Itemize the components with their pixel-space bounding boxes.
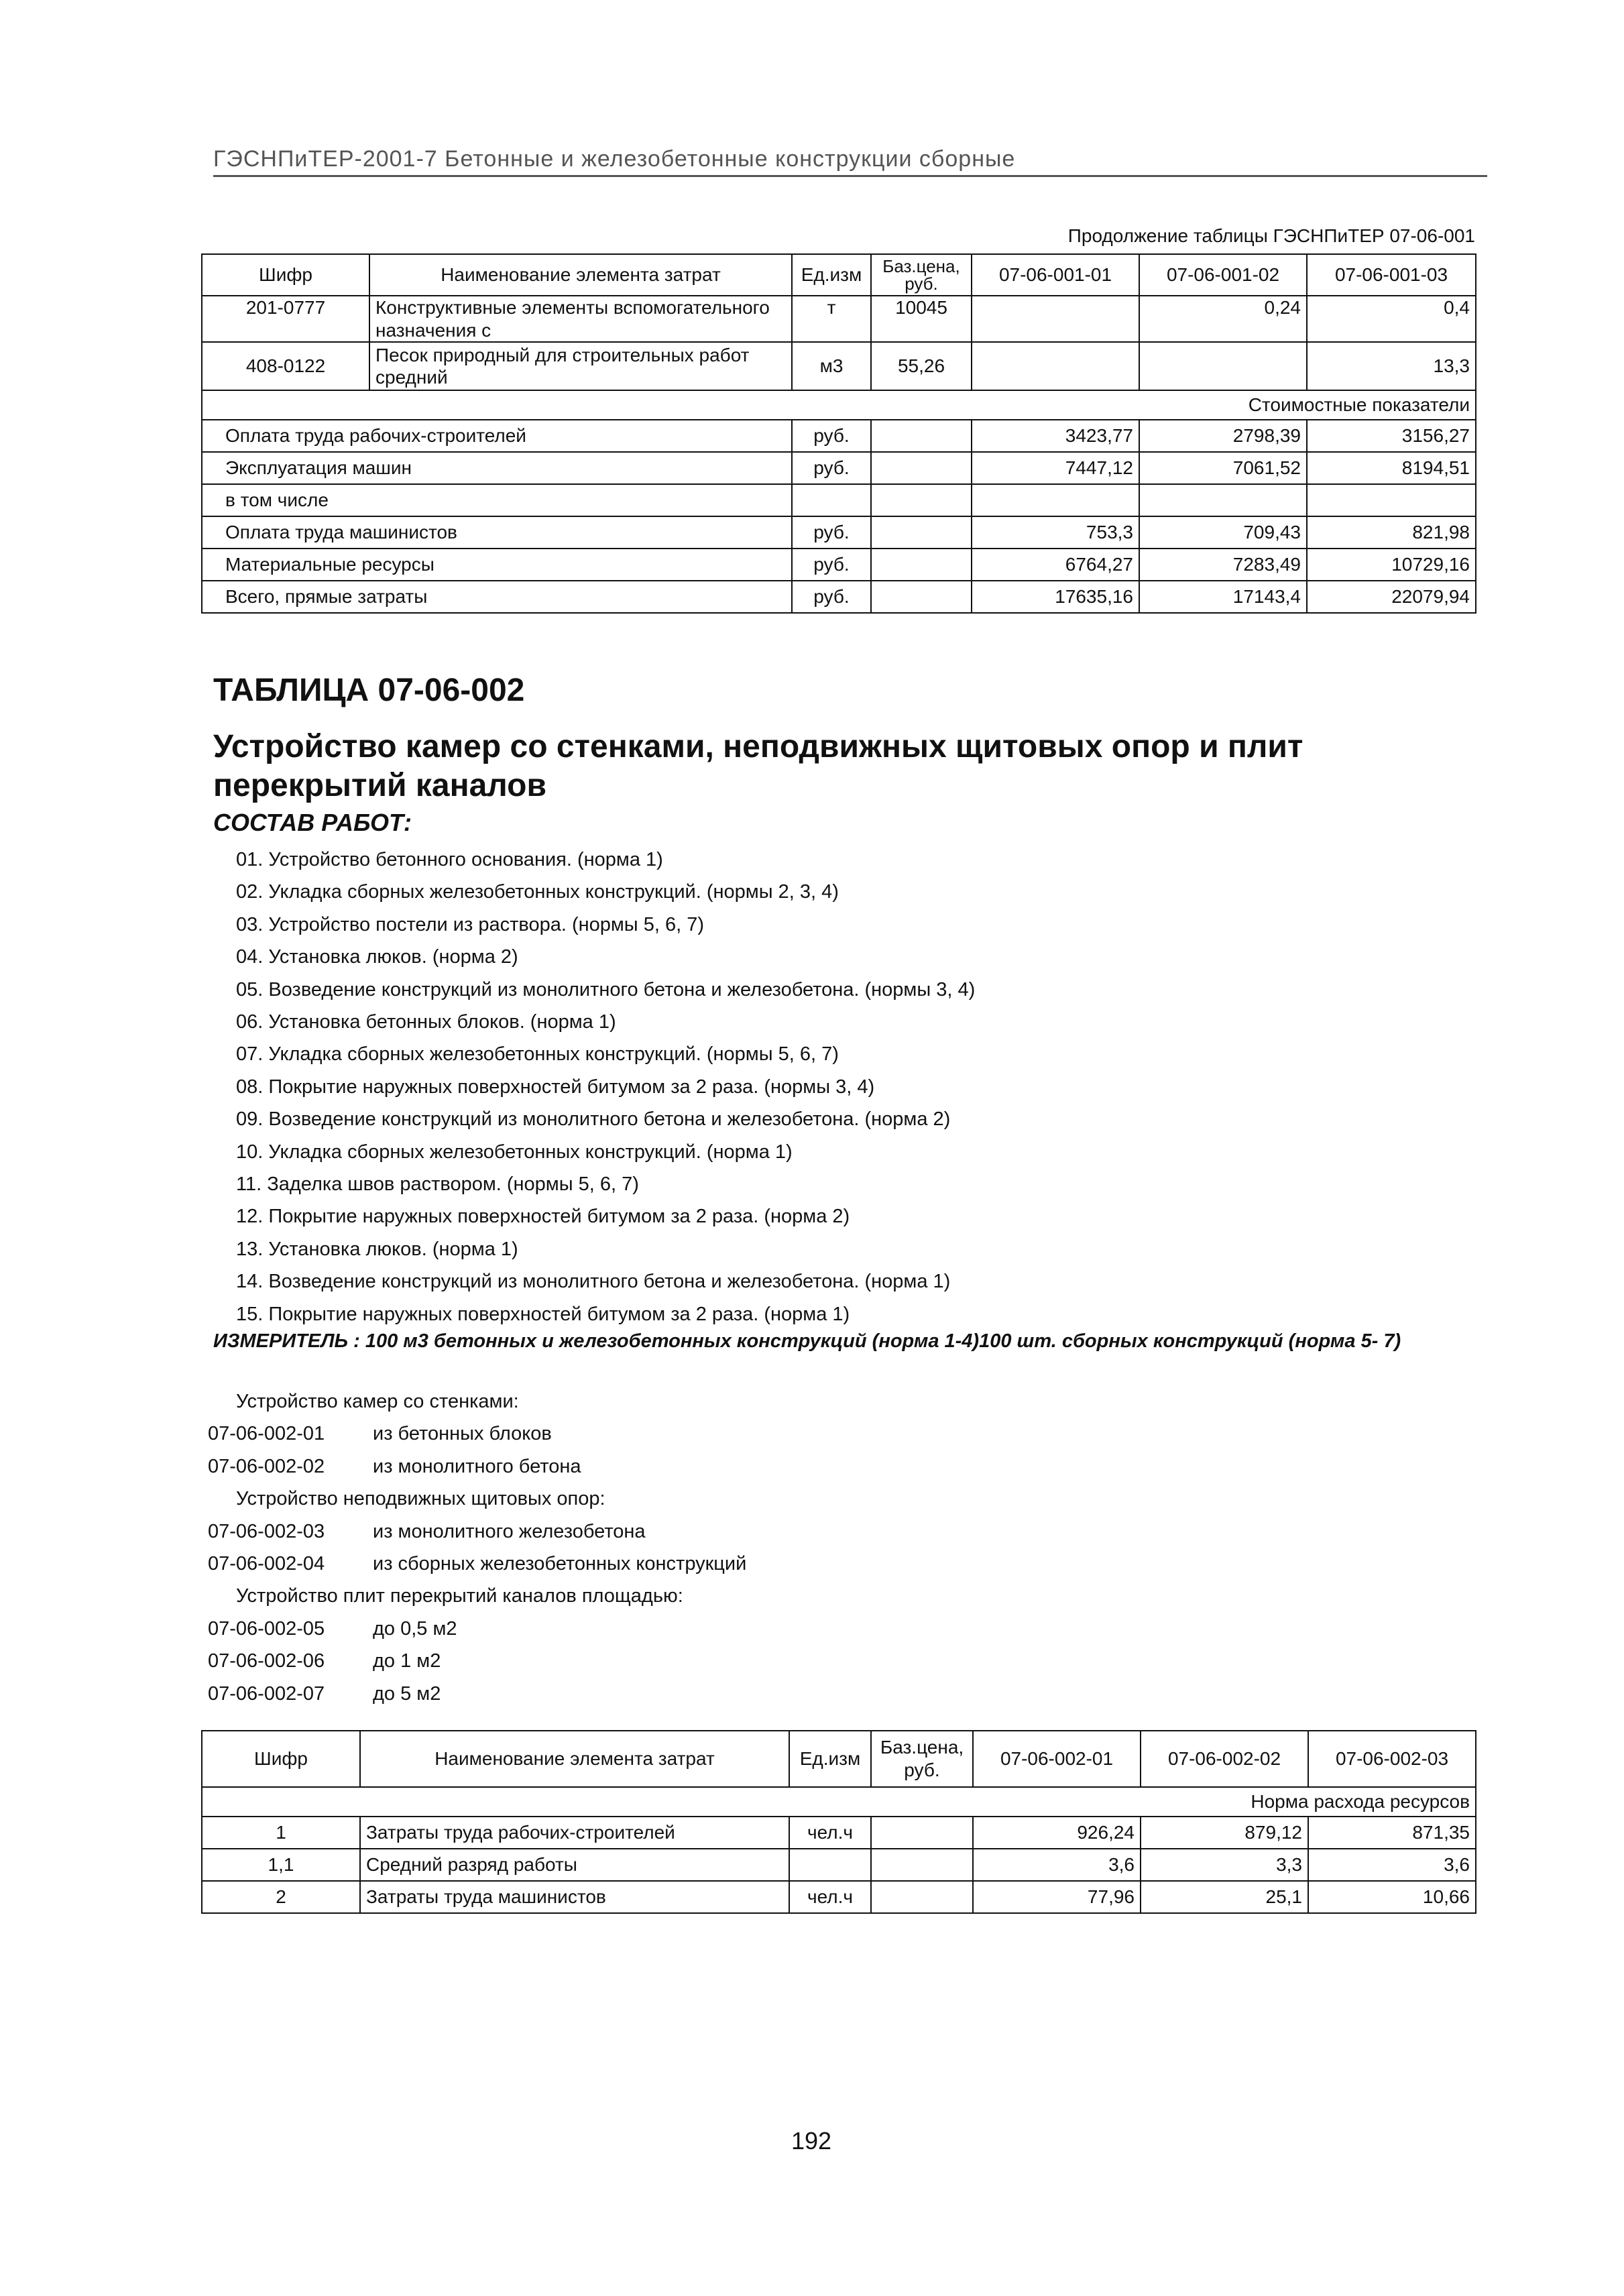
cost-price [871,516,972,549]
cost-value-2: 2798,39 [1139,420,1307,452]
cell-price: 10045 [871,296,972,342]
variants-list [208,1385,746,1710]
variant-code: 07-06-002-06 [208,1650,325,1672]
cost-value-1 [972,484,1139,516]
cell-unit [789,1849,871,1881]
list-item: 07. Укладка сборных железобетонных конструкций. (нормы 5, 6, 7) [236,1043,839,1066]
variant-code: 07-06-002-02 [208,1455,325,1477]
variant-row [208,1450,746,1483]
cell-name: Затраты труда рабочих-строителей [360,1817,789,1849]
cost-name: Эксплуатация машин [202,452,792,484]
cell-name: Средний разряд работы [360,1849,789,1881]
header-cell-col2: 07-06-002-02 [1141,1731,1308,1787]
header-cell-name: Наименование элемента затрат [369,254,792,296]
cell-name: Затраты труда машинистов [360,1881,789,1913]
cost-name: в том числе [202,484,792,516]
cell-value-3: 0,4 [1307,296,1476,342]
table-row [202,342,1476,390]
variant-text: до 1 м2 [373,1650,441,1672]
variant-row [208,1613,746,1645]
cost-unit [792,484,871,516]
cost-price [871,581,972,613]
cell-value-3: 13,3 [1307,342,1476,390]
cost-row [202,516,1476,549]
cell-value-1: 3,6 [973,1849,1141,1881]
header-cell-code: Шифр [202,254,369,296]
list-item: 11. Заделка швов раствором. (нормы 5, 6, 7) [236,1173,639,1196]
table-row [202,1881,1476,1913]
cell-unit: т [792,296,871,342]
cell-unit: м3 [792,342,871,390]
meter-statement: ИЗМЕРИТЕЛЬ : 100 м3 бетонных и железобетонных конструкций (норма 1-4)100 шт. сборных конструкций (норма 5- 7) [213,1330,1401,1352]
variant-group-heading: Устройство плит перекрытий каналов площадью: [236,1585,683,1607]
list-item: 12. Покрытие наружных поверхностей битумом за 2 раза. (норма 2) [236,1206,850,1228]
cost-price [871,549,972,581]
list-item: 14. Возведение конструкций из монолитного бетона и железобетона. (норма 1) [236,1271,951,1293]
cost-value-3 [1307,484,1476,516]
cost-price [871,420,972,452]
cost-value-3: 22079,94 [1307,581,1476,613]
cell-value-1: 77,96 [973,1881,1141,1913]
variant-text: до 5 м2 [373,1682,441,1705]
list-item: 06. Установка бетонных блоков. (норма 1) [236,1011,616,1033]
cell-name: Конструктивные элементы вспомогательного назначения с [369,296,792,342]
cell-value-2: 879,12 [1141,1817,1308,1849]
cost-table-07-06-001 [201,253,1476,614]
table-row [202,296,1476,342]
cell-code: 2 [202,1881,360,1913]
variant-text: из бетонных блоков [373,1423,552,1445]
list-item: 08. Покрытие наружных поверхностей битумом за 2 раза. (нормы 3, 4) [236,1076,875,1098]
cell-code: 1,1 [202,1849,360,1881]
section-label-row [202,1787,1476,1817]
cost-unit: руб. [792,549,871,581]
cost-value-3: 3156,27 [1307,420,1476,452]
cell-name: Песок природный для строительных работ средний [369,342,792,390]
cost-value-3: 821,98 [1307,516,1476,549]
list-item: 09. Возведение конструкций из монолитного бетона и железобетона. (норма 2) [236,1108,951,1131]
cell-value-2: 3,3 [1141,1849,1308,1881]
cost-unit: руб. [792,452,871,484]
variant-code: 07-06-002-03 [208,1520,325,1542]
cost-unit: руб. [792,581,871,613]
variant-code: 07-06-002-04 [208,1553,325,1575]
cost-row [202,420,1476,452]
cost-value-2: 7061,52 [1139,452,1307,484]
work-list [236,844,975,1330]
cost-row [202,581,1476,613]
list-item: 03. Устройство постели из раствора. (нормы 5, 6, 7) [236,913,704,935]
cell-value-3: 3,6 [1308,1849,1476,1881]
cost-value-3: 8194,51 [1307,452,1476,484]
variant-code: 07-06-002-05 [208,1617,325,1640]
section-label: Стоимостные показатели [202,390,1476,420]
cost-row [202,452,1476,484]
cell-unit: чел.ч [789,1881,871,1913]
cell-code: 408-0122 [202,342,369,390]
header-cell-col3: 07-06-002-03 [1308,1731,1476,1787]
cell-value-1 [972,296,1139,342]
cost-price [871,452,972,484]
list-item: 13. Установка люков. (норма 1) [236,1238,518,1260]
table-header-row [202,254,1476,296]
table-row [202,1849,1476,1881]
list-item: 02. Укладка сборных железобетонных конструкций. (нормы 2, 3, 4) [236,881,839,903]
cell-value-2: 25,1 [1141,1881,1308,1913]
cost-row [202,484,1476,516]
cell-value-3: 10,66 [1308,1881,1476,1913]
cost-value-1: 7447,12 [972,452,1139,484]
cost-value-1: 17635,16 [972,581,1139,613]
variant-group-heading: Устройство неподвижных щитовых опор: [236,1488,605,1510]
cost-value-1: 6764,27 [972,549,1139,581]
list-item: 05. Возведение конструкций из монолитного бетона и железобетона. (нормы 3, 4) [236,978,976,1000]
cost-value-2: 709,43 [1139,516,1307,549]
cell-price [871,1817,973,1849]
header-cell-col1: 07-06-002-01 [973,1731,1141,1787]
page-number: 192 [791,2127,832,2155]
section-label-row [202,390,1476,420]
cost-value-1: 753,3 [972,516,1139,549]
cost-price [871,484,972,516]
cost-value-3: 10729,16 [1307,549,1476,581]
cell-code: 1 [202,1817,360,1849]
cell-value-1 [972,342,1139,390]
header-cell-col1: 07-06-001-01 [972,254,1139,296]
variant-row [208,1548,746,1580]
variant-row [208,1418,746,1450]
variant-code: 07-06-002-01 [208,1423,325,1445]
cell-code: 201-0777 [202,296,369,342]
variant-group-heading: Устройство камер со стенками: [236,1391,519,1412]
header-cell-unit: Ед.изм [792,254,871,296]
variant-row [208,1515,746,1548]
header-cell-price: Баз.цена, руб. [871,254,972,296]
list-item: 01. Устройство бетонного основания. (норма 1) [236,849,663,870]
variant-row [208,1678,746,1710]
section-title: ТАБЛИЦА 07-06-002 [213,673,525,708]
header-cell-name: Наименование элемента затрат [360,1731,789,1787]
section-label: Норма расхода ресурсов [202,1787,1476,1817]
header-cell-code: Шифр [202,1731,360,1787]
cell-price [871,1881,973,1913]
cell-value-3: 871,35 [1308,1817,1476,1849]
cost-unit: руб. [792,516,871,549]
composition-title: СОСТАВ РАБОТ: [213,809,412,836]
cost-value-2 [1139,484,1307,516]
cost-row [202,549,1476,581]
table-row [202,1817,1476,1849]
list-item: 15. Покрытие наружных поверхностей битумом за 2 раза. (норма 1) [236,1303,850,1325]
header-cell-col2: 07-06-001-02 [1139,254,1307,296]
variant-text: до 0,5 м2 [373,1617,457,1640]
cost-name: Всего, прямые затраты [202,581,792,613]
variant-row [208,1645,746,1677]
list-item: 10. Укладка сборных железобетонных конструкций. (норма 1) [236,1141,793,1163]
cost-value-2: 17143,4 [1139,581,1307,613]
header-cell-unit: Ед.изм [789,1731,871,1787]
cell-value-2: 0,24 [1139,296,1307,342]
variant-code: 07-06-002-07 [208,1682,325,1705]
header-cell-col3: 07-06-001-03 [1307,254,1476,296]
cost-name: Оплата труда машинистов [202,516,792,549]
cell-price: 55,26 [871,342,972,390]
header-cell-price: Баз.цена, руб. [871,1731,973,1787]
resource-table-07-06-002 [201,1730,1476,1914]
cell-value-2 [1139,342,1307,390]
variant-text: из монолитного железобетона [373,1520,646,1542]
table-header-row [202,1731,1476,1787]
running-header: ГЭСНПиТЕР-2001-7 Бетонные и железобетонные конструкции сборные [213,146,1487,177]
variant-text: из сборных железобетонных конструкций [373,1553,747,1575]
cost-unit: руб. [792,420,871,452]
cell-unit: чел.ч [789,1817,871,1849]
table-caption: Продолжение таблицы ГЭСНПиТЕР 07-06-001 [1067,225,1475,246]
cost-name: Оплата труда рабочих-строителей [202,420,792,452]
cost-name: Материальные ресурсы [202,549,792,581]
section-subtitle: Устройство камер со стенками, неподвижных щитовых опор и плит перекрытий каналов [213,729,1303,803]
list-item: 04. Установка люков. (норма 2) [236,946,518,968]
cost-value-1: 3423,77 [972,420,1139,452]
cell-value-1: 926,24 [973,1817,1141,1849]
cell-price [871,1849,973,1881]
cost-value-2: 7283,49 [1139,549,1307,581]
variant-text: из монолитного бетона [373,1455,581,1477]
